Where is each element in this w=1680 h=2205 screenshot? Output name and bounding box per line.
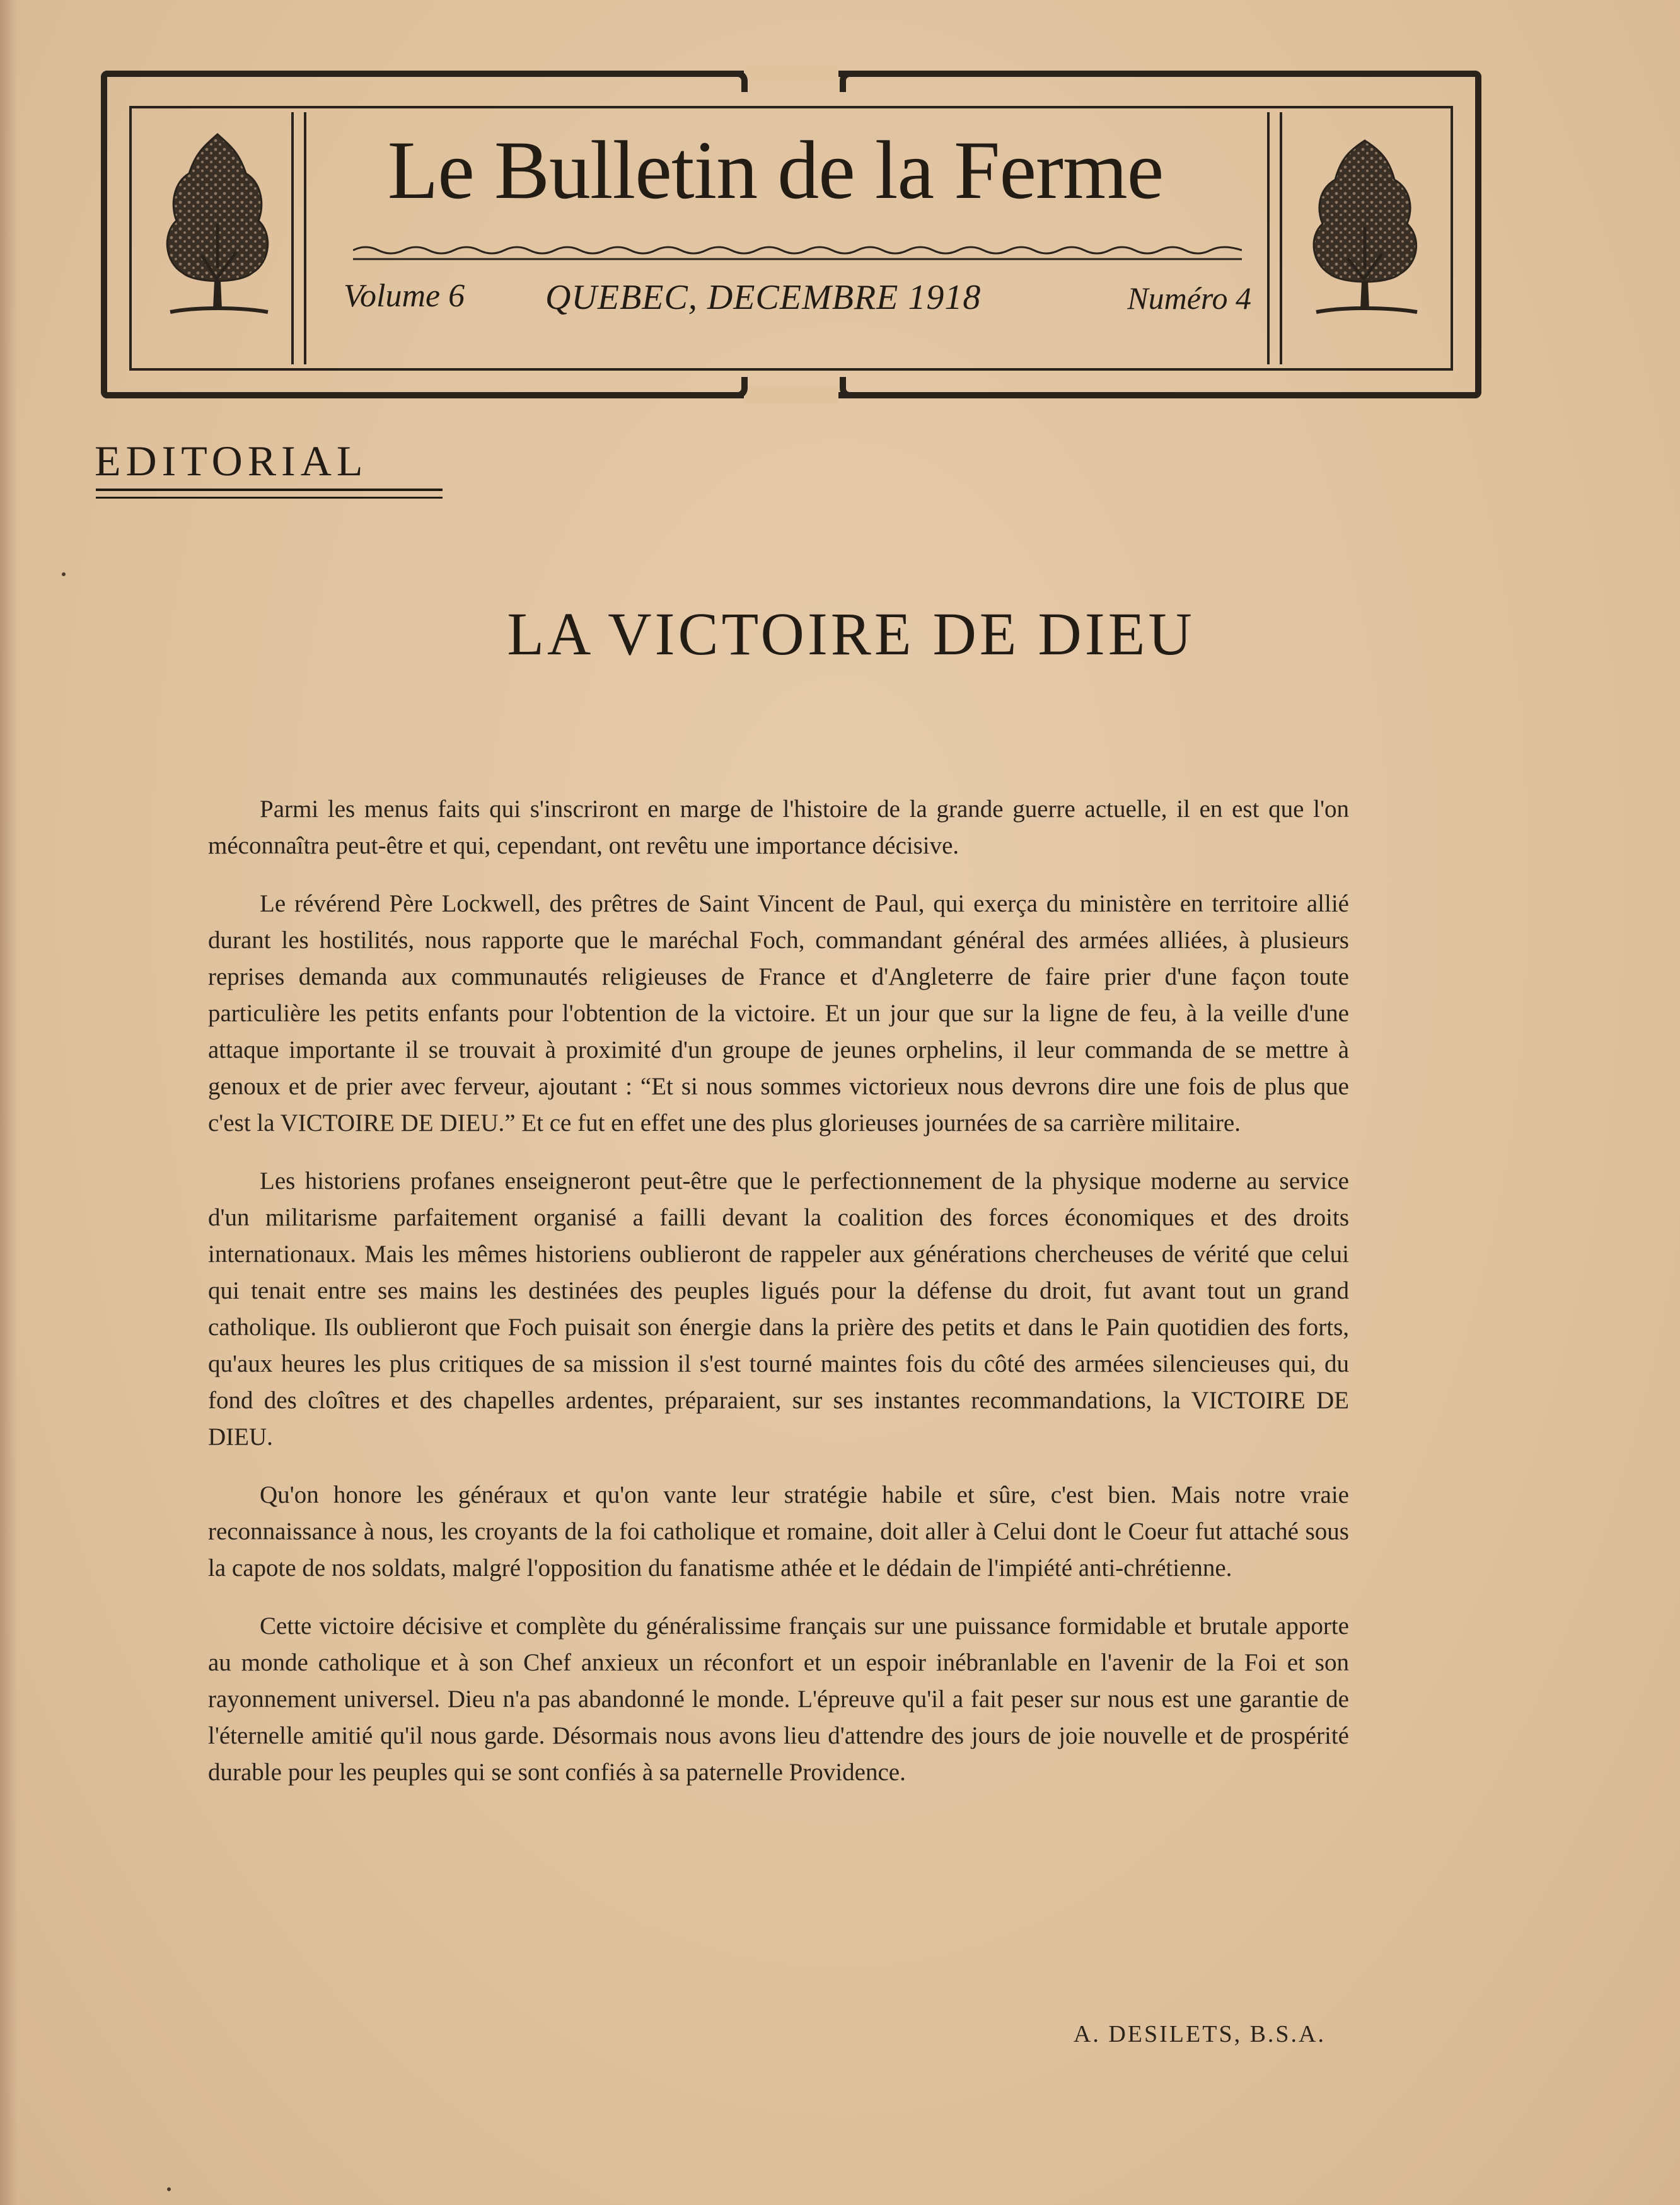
- tree-icon: [1299, 129, 1431, 325]
- page-edge-shadow: [0, 0, 18, 2205]
- place-date: QUEBEC, DECEMBRE 1918: [545, 278, 982, 317]
- article-body: [208, 791, 1349, 1812]
- article-headline: LA VICTOIRE DE DIEU: [507, 600, 1195, 668]
- border-curl-ornament: [726, 71, 748, 92]
- section-underline: [96, 497, 443, 499]
- article-paragraph: Qu'on honore les généraux et qu'on vante leur stratégie habile et sûre, c'est bien. Mais notre vraie reconnaissance à nous, les croyants de la foi catholique et romaine, doit aller à Celui dont le Coeur fut attaché sous la capote de nos soldats, malgré l'opposition du fanatisme athée et le dédain de l'impiété anti-chrétienne.: [208, 1481, 1349, 1582]
- issue-number: Numéro 4: [1127, 281, 1251, 316]
- paper-speck: [167, 2187, 171, 2191]
- masthead-meta-line: [344, 277, 1251, 328]
- masthead-border-gap: [744, 385, 838, 403]
- masthead-divider: [1280, 112, 1282, 364]
- masthead-border-gap: [744, 66, 838, 84]
- article-paragraph: Parmi les menus faits qui s'inscriront en marge de l'histoire de la grande guerre actuelle, il en est que l'on méconnaîtra peut-être et qui, cependant, ont revêtu une importance décisive.: [208, 796, 1349, 859]
- border-curl-ornament: [840, 71, 861, 92]
- tree-icon: [151, 129, 284, 325]
- paper-speck: [62, 572, 66, 576]
- border-curl-ornament: [726, 377, 748, 398]
- section-label: EDITORIAL: [95, 437, 368, 485]
- author-signature: A. DESILETS, B.S.A.: [1073, 2021, 1326, 2047]
- article-paragraph: Les historiens profanes enseigneront peut-être que le perfectionnement de la physique moderne au service d'un militarisme parfaitement organisé a failli devant la coalition des forces économiques et des droits internationaux. Mais les mêmes historiens oublieront de rappeler aux générations chercheuses de vérité que celui qui tenait entre ses mains les destinées des peuples ligués pour la défense du droit, fut avant tout un grand catholique. Ils oublieront que Foch puisait son énergie dans la prière des petits et dans le Pain quotidien des forts, qu'aux heures les plus critiques de sa mission il s'est tourné maintes fois du côté des armées silencieuses qui, du fond des cloîtres et des chapelles ardentes, préparaient, sur ses instantes recommandations, la VICTOIRE DE DIEU.: [208, 1167, 1349, 1450]
- masthead-divider: [291, 112, 294, 364]
- masthead-divider: [1267, 112, 1270, 364]
- article-paragraph: Cette victoire décisive et complète du généralissime français sur une puissance formidable et brutale apporte au monde catholique et à son Chef anxieux un réconfort et un espoir inébranlable en l'avenir de la Foi et son rayonnement universel. Dieu n'a pas abandonné le monde. L'épreuve qu'il a fait peser sur nous est une garantie de l'éternelle amitié qu'il nous garde. Désormais nous avons lieu d'attendre des jours de joie nouvelle et de prospérité durable pour les peuples qui se sont confiés à sa paternelle Providence.: [208, 1612, 1349, 1786]
- volume-number: Volume 6: [344, 278, 465, 314]
- title-wavy-rule: [353, 243, 1242, 264]
- section-underline: [96, 489, 443, 491]
- publication-title: Le Bulletin de la Ferme: [387, 124, 1164, 216]
- border-curl-ornament: [840, 377, 861, 398]
- article-paragraph: Le révérend Père Lockwell, des prêtres de Saint Vincent de Paul, qui exerça du ministère en territoire allié durant les hostilités, nous rapporte que le maréchal Foch, commandant général des armées alliées, à plusieurs reprises demanda aux communautés religieuses de France et d'Angleterre de faire prier d'une façon toute particulière les petits enfants pour l'obtention de la victoire. Et un jour que sur la ligne de feu, à la veille d'une attaque importante il se trouvait à proximité d'un groupe de jeunes orphelins, il leur commanda de se mettre à genoux et de prier avec ferveur, ajoutant : “Et si nous sommes victorieux nous devrons dire une fois de plus que c'est la VICTOIRE DE DIEU.” Et ce fut en effet une des plus glorieuses journées de sa carrière militaire.: [208, 890, 1349, 1137]
